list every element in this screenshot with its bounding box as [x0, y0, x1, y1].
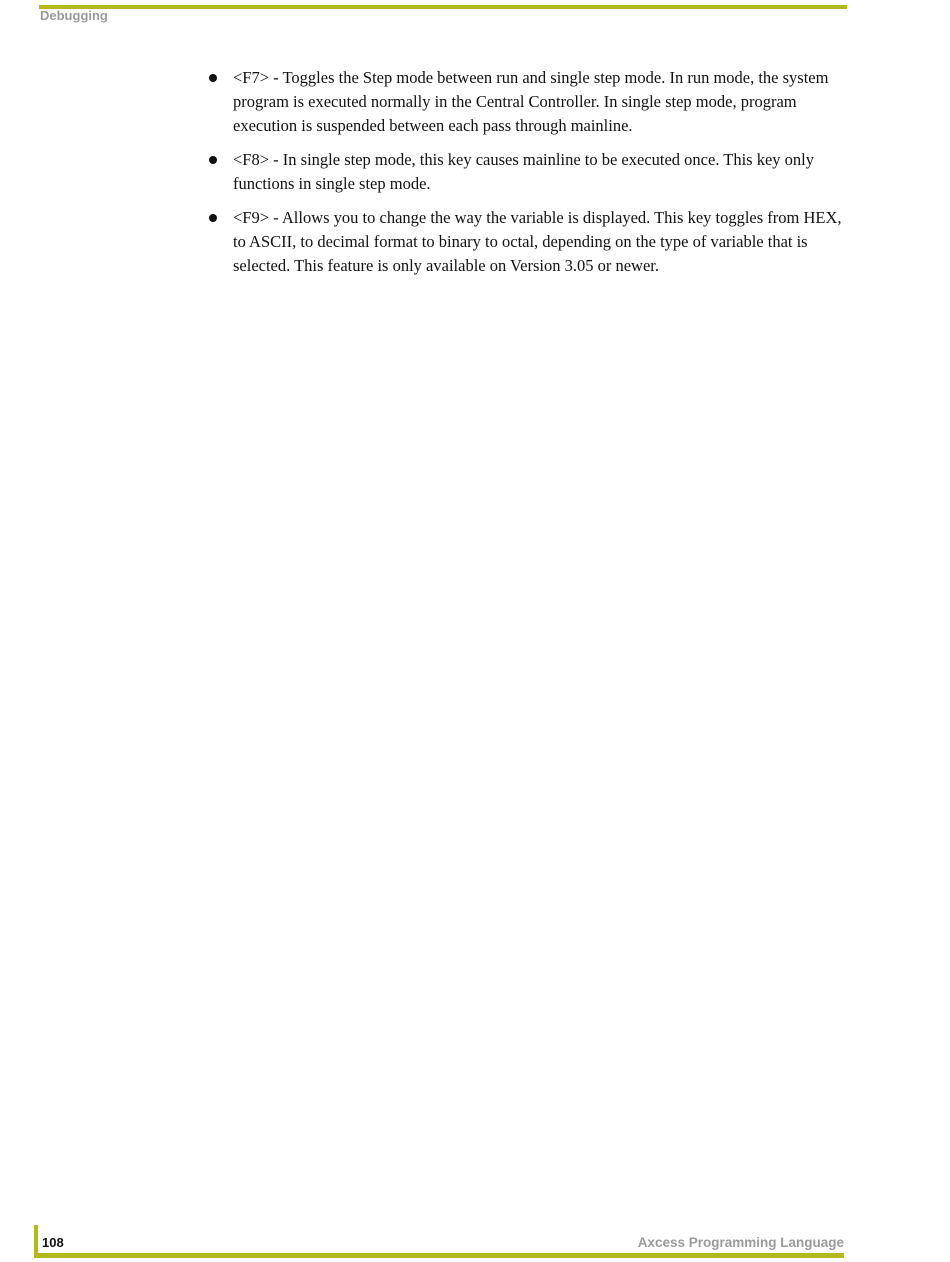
bullet-text: <F9> - Allows you to change the way the variable is displayed. This key toggles from HEX, to ASCII, to decimal format to binary to octal, depending on the type of variable that is selected. This feature is only available on Version 3.05 or newer.: [233, 208, 842, 275]
bullet-icon: [209, 74, 217, 82]
page-number: 108: [42, 1235, 64, 1250]
bullet-text: <F7> - Toggles the Step mode between run and single step mode. In run mode, the system program is executed normally in the Central Controller. In single step mode, program execution is suspended between each pass through mainline.: [233, 68, 829, 135]
list-item: [207, 206, 843, 278]
bullet-text: <F8> - In single step mode, this key causes mainline to be executed once. This key only functions in single step mode.: [233, 150, 815, 193]
footer-rule: [34, 1253, 844, 1258]
list-item: [207, 66, 843, 138]
bullet-icon: [209, 214, 217, 222]
bullet-list: [207, 66, 843, 288]
list-item: [207, 148, 843, 196]
header-rule: [39, 5, 847, 9]
bullet-icon: [209, 156, 217, 164]
footer-book-title: Axcess Programming Language: [637, 1235, 844, 1250]
section-header: Debugging: [40, 8, 108, 23]
